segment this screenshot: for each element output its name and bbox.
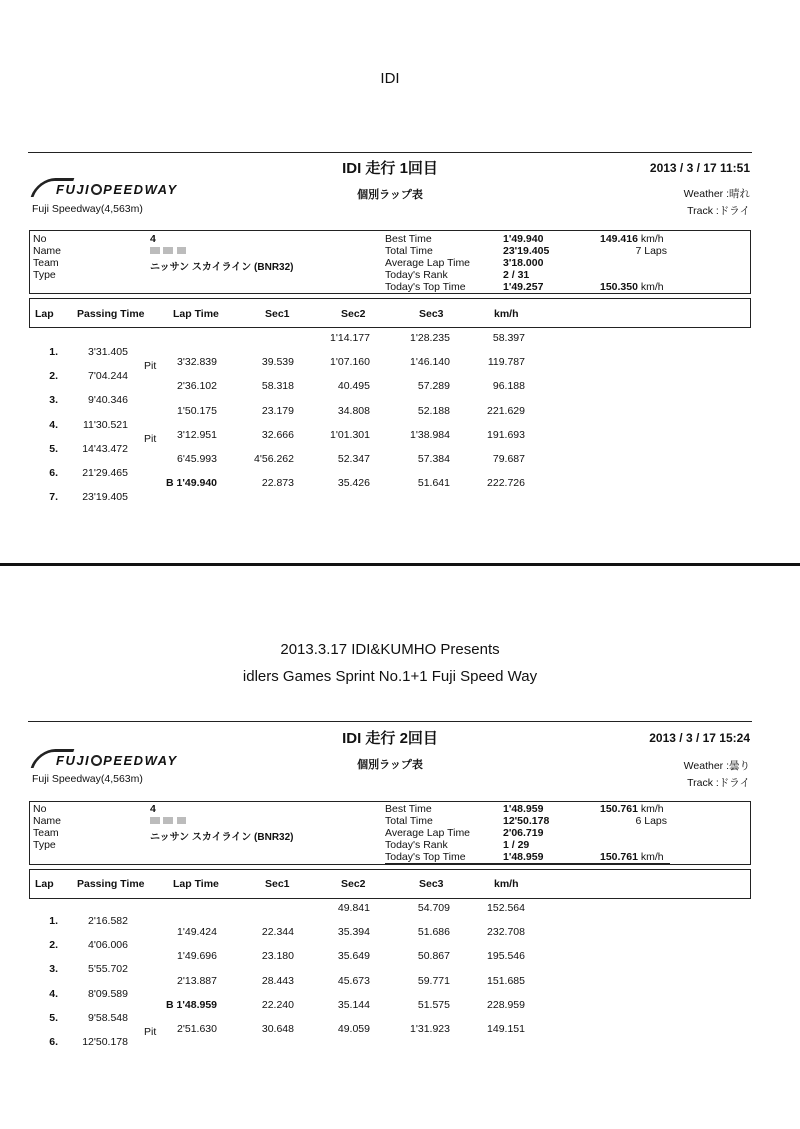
sec1-time: 30.648 bbox=[261, 1023, 294, 1035]
car-number: 4 bbox=[150, 803, 156, 815]
lap-number: 2. bbox=[49, 370, 58, 382]
lap-time: 2'51.630 bbox=[177, 1023, 217, 1035]
speed-kmh: 195.546 bbox=[487, 950, 525, 962]
redacted-name bbox=[150, 817, 160, 824]
passing-time: 2'16.582 bbox=[88, 915, 128, 927]
speed-kmh: 79.687 bbox=[492, 453, 525, 465]
sec3-time: 52.188 bbox=[417, 405, 450, 417]
col-sec3: Sec3 bbox=[419, 308, 444, 320]
sec1-time: 23.180 bbox=[261, 950, 294, 962]
speed-kmh: 119.787 bbox=[487, 356, 525, 368]
circuit-name: Fuji Speedway(4,563m) bbox=[32, 773, 143, 785]
weather: Weather :晴れ bbox=[683, 188, 750, 200]
redacted-name bbox=[163, 247, 173, 254]
sec1-time: 58.318 bbox=[261, 380, 294, 392]
lap-time: 6'45.993 bbox=[177, 453, 217, 465]
sec3-time: 51.686 bbox=[417, 926, 450, 938]
top-speed: 150.350 km/h bbox=[600, 281, 664, 293]
sec1-time: 22.344 bbox=[261, 926, 294, 938]
passing-time: 9'40.346 bbox=[88, 394, 128, 406]
session-date-time: 2013 / 3 / 17 11:51 bbox=[649, 161, 750, 175]
col-sec3: Sec3 bbox=[419, 878, 444, 890]
track-condition: Track :ドライ bbox=[687, 777, 750, 789]
sec1-time: 4'56.262 bbox=[254, 453, 294, 465]
page-divider bbox=[0, 563, 800, 566]
sec2-time: 52.347 bbox=[337, 453, 370, 465]
sec2-time: 35.144 bbox=[337, 999, 370, 1011]
speed-kmh: 221.629 bbox=[487, 405, 525, 417]
event-subtitle: idlers Games Sprint No.1+1 Fuji Speed Way bbox=[242, 668, 538, 685]
info-values: 1'48.959 12'50.178 2'06.719 1 / 29 1'48.959 bbox=[503, 803, 550, 863]
pit-marker: Pit bbox=[144, 360, 157, 372]
lap-number: 3. bbox=[49, 394, 58, 406]
lap-time: B 1'49.940 bbox=[166, 477, 217, 489]
passing-time: 14'43.472 bbox=[82, 443, 128, 455]
col-sec2: Sec2 bbox=[341, 308, 366, 320]
redacted-name bbox=[150, 247, 160, 254]
passing-time: 21'29.465 bbox=[82, 467, 128, 479]
passing-time: 4'06.006 bbox=[88, 939, 128, 951]
speed-kmh: 96.188 bbox=[492, 380, 525, 392]
lap-number: 2. bbox=[49, 939, 58, 951]
lap-time: 1'50.175 bbox=[177, 405, 217, 417]
passing-time: 9'58.548 bbox=[88, 1012, 128, 1024]
lap-time: 1'49.424 bbox=[177, 926, 217, 938]
header-rule bbox=[28, 152, 752, 153]
pit-marker: Pit bbox=[144, 1026, 157, 1038]
logo-s-icon bbox=[91, 755, 102, 766]
col-passing-time: Passing Time bbox=[77, 308, 145, 320]
sec2-time: 40.495 bbox=[337, 380, 370, 392]
info-labels-right: Best Time Total Time Average Lap Time Today's Rank Today's Top Time bbox=[385, 803, 471, 863]
weather: Weather :曇り bbox=[683, 760, 750, 772]
sec3-time: 57.289 bbox=[417, 380, 450, 392]
sec2-time: 34.808 bbox=[337, 405, 370, 417]
sec2-time: 45.673 bbox=[337, 975, 370, 987]
passing-time: 8'09.589 bbox=[88, 988, 128, 1000]
passing-time: 23'19.405 bbox=[82, 491, 128, 503]
passing-time: 3'31.405 bbox=[88, 346, 128, 358]
lap-time: 3'32.839 bbox=[177, 356, 217, 368]
info-labels-right: Best Time Total Time Average Lap Time Today's Rank Today's Top Time bbox=[385, 233, 471, 293]
sec2-time: 1'07.160 bbox=[330, 356, 370, 368]
col-lap-time: Lap Time bbox=[173, 308, 219, 320]
col-sec2: Sec2 bbox=[341, 878, 366, 890]
col-passing-time: Passing Time bbox=[77, 878, 145, 890]
lap-time: 3'12.951 bbox=[177, 429, 217, 441]
session-title: IDI 走行 1回目 bbox=[342, 160, 438, 177]
redacted-name bbox=[177, 247, 186, 254]
sec2-time: 35.426 bbox=[337, 477, 370, 489]
lap-time: B 1'48.959 bbox=[166, 999, 217, 1011]
page-label: IDI bbox=[380, 70, 400, 87]
passing-time: 7'04.244 bbox=[88, 370, 128, 382]
col-sec1: Sec1 bbox=[265, 308, 290, 320]
passing-time: 11'30.521 bbox=[82, 419, 128, 431]
sec3-time: 51.575 bbox=[417, 999, 450, 1011]
lap-count: 6 Laps bbox=[635, 815, 667, 827]
col-lap-time: Lap Time bbox=[173, 878, 219, 890]
speed-kmh: 58.397 bbox=[492, 332, 525, 344]
lap-number: 6. bbox=[49, 1036, 58, 1048]
lap-number: 1. bbox=[49, 915, 58, 927]
track-condition: Track :ドライ bbox=[687, 205, 750, 217]
lap-number: 3. bbox=[49, 963, 58, 975]
sheet-title: 個別ラップ表 bbox=[357, 189, 423, 201]
col-lap: Lap bbox=[35, 308, 54, 320]
header-rule bbox=[28, 721, 752, 722]
lap-number: 5. bbox=[49, 443, 58, 455]
event-title: 2013.3.17 IDI&KUMHO Presents bbox=[280, 641, 500, 658]
col-kmh: km/h bbox=[494, 878, 519, 890]
circuit-name: Fuji Speedway(4,563m) bbox=[32, 203, 143, 215]
lap-number: 6. bbox=[49, 467, 58, 479]
lap-time: 2'36.102 bbox=[177, 380, 217, 392]
lap-time: 2'13.887 bbox=[177, 975, 217, 987]
col-lap: Lap bbox=[35, 878, 54, 890]
redacted-name bbox=[163, 817, 173, 824]
sec1-time: 22.873 bbox=[261, 477, 294, 489]
speed-kmh: 149.151 bbox=[487, 1023, 525, 1035]
col-sec1: Sec1 bbox=[265, 878, 290, 890]
pit-marker: Pit bbox=[144, 433, 157, 445]
sec2-time: 35.649 bbox=[337, 950, 370, 962]
sec3-time: 51.641 bbox=[417, 477, 450, 489]
car-number: 4 bbox=[150, 233, 156, 245]
speed-kmh: 228.959 bbox=[487, 999, 525, 1011]
best-speed: 149.416 km/h bbox=[600, 233, 664, 245]
info-labels-left: No Name Team Type bbox=[33, 803, 62, 851]
lap-number: 1. bbox=[49, 346, 58, 358]
sec1-time: 22.240 bbox=[261, 999, 294, 1011]
team-name: ニッサン スカイライン (BNR32) bbox=[150, 262, 294, 273]
session-date-time: 2013 / 3 / 17 15:24 bbox=[649, 731, 750, 745]
sheet-title: 個別ラップ表 bbox=[357, 759, 423, 771]
sec3-time: 59.771 bbox=[417, 975, 450, 987]
lap-number: 7. bbox=[49, 491, 58, 503]
speed-kmh: 151.685 bbox=[487, 975, 525, 987]
redacted-name bbox=[177, 817, 186, 824]
sec3-time: 1'31.923 bbox=[410, 1023, 450, 1035]
logo-s-icon bbox=[91, 184, 102, 195]
session-title: IDI 走行 2回目 bbox=[342, 730, 438, 747]
sec3-time: 57.384 bbox=[417, 453, 450, 465]
team-name: ニッサン スカイライン (BNR32) bbox=[150, 832, 294, 843]
info-labels-left: No Name Team Type bbox=[33, 233, 62, 281]
lap-number: 4. bbox=[49, 988, 58, 1000]
sec1-time: 28.443 bbox=[261, 975, 294, 987]
sec3-time: 1'28.235 bbox=[410, 332, 450, 344]
passing-time: 5'55.702 bbox=[88, 963, 128, 975]
top-speed: 150.761 km/h bbox=[600, 851, 664, 863]
speed-kmh: 191.693 bbox=[487, 429, 525, 441]
passing-time: 12'50.178 bbox=[82, 1036, 128, 1048]
sec3-time: 54.709 bbox=[417, 902, 450, 914]
sec3-time: 1'46.140 bbox=[410, 356, 450, 368]
sec1-time: 23.179 bbox=[261, 405, 294, 417]
speed-kmh: 232.708 bbox=[487, 926, 525, 938]
sec1-time: 32.666 bbox=[261, 429, 294, 441]
sec2-time: 1'14.177 bbox=[330, 332, 370, 344]
speed-kmh: 222.726 bbox=[487, 477, 525, 489]
lap-number: 5. bbox=[49, 1012, 58, 1024]
best-speed: 150.761 km/h bbox=[600, 803, 664, 815]
lap-count: 7 Laps bbox=[635, 245, 667, 257]
sec2-time: 35.394 bbox=[337, 926, 370, 938]
sec2-time: 49.841 bbox=[337, 902, 370, 914]
sec2-time: 49.059 bbox=[337, 1023, 370, 1035]
sec3-time: 1'38.984 bbox=[410, 429, 450, 441]
sec3-time: 50.867 bbox=[417, 950, 450, 962]
sec2-time: 1'01.301 bbox=[330, 429, 370, 441]
speed-kmh: 152.564 bbox=[487, 902, 525, 914]
col-kmh: km/h bbox=[494, 308, 519, 320]
info-values: 1'49.940 23'19.405 3'18.000 2 / 31 1'49.257 bbox=[503, 233, 550, 293]
sec1-time: 39.539 bbox=[261, 356, 294, 368]
lap-time: 1'49.696 bbox=[177, 950, 217, 962]
lap-number: 4. bbox=[49, 419, 58, 431]
